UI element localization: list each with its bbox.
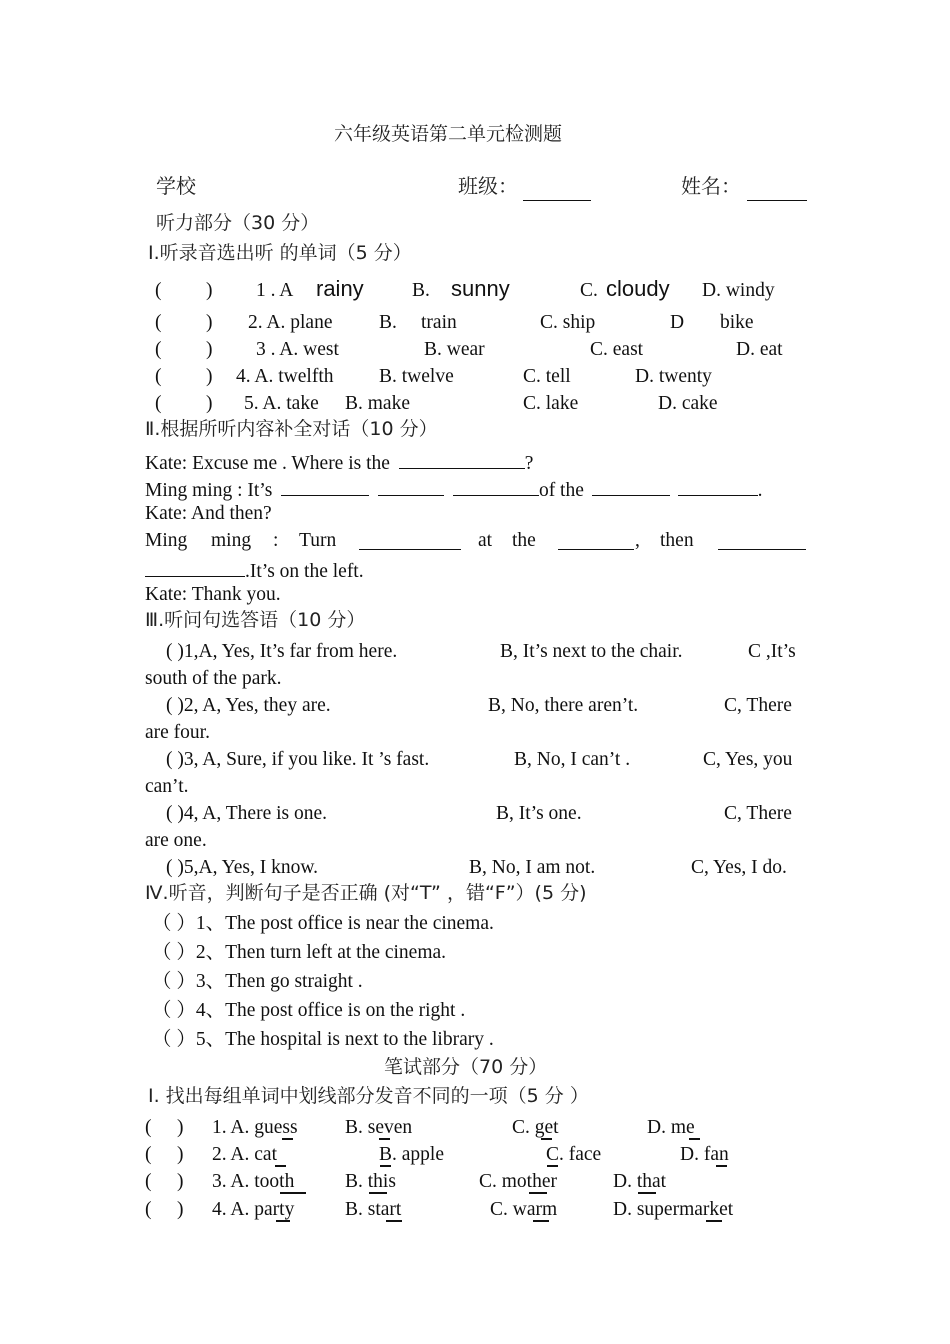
- dialogue-line-5: .It’s on the left.: [145, 558, 364, 582]
- option-c: C. ship: [540, 312, 596, 333]
- underline-mark: [716, 1165, 727, 1167]
- underline-mark: [280, 1192, 306, 1194]
- option-d: D. eat: [736, 339, 783, 360]
- option-b: B. twelve: [379, 366, 454, 387]
- class-field[interactable]: [523, 182, 591, 206]
- answer-blank[interactable]: [558, 531, 634, 555]
- tf-item-4: （ ）4、The post office is on the right .: [152, 1000, 466, 1021]
- underline-mark: [380, 1165, 391, 1167]
- answer-blank[interactable]: [453, 477, 539, 496]
- underline-mark: [386, 1220, 402, 1222]
- answer-blank[interactable]: [399, 450, 525, 469]
- underline-mark: [706, 1220, 722, 1222]
- answer-blank[interactable]: [718, 531, 806, 555]
- school-label: 学校: [156, 174, 196, 198]
- listening-heading: 听力部分（30 分）: [156, 212, 320, 234]
- answer-blank[interactable]: [378, 477, 444, 496]
- option-c: C. lake: [523, 393, 579, 414]
- underline-mark: [547, 1165, 558, 1167]
- option-b: B.: [379, 312, 397, 333]
- option-d: D. windy: [702, 280, 775, 301]
- name-label: 姓名：: [681, 174, 741, 198]
- option-a: 4. A. twelfth: [236, 366, 334, 387]
- option-b: B.: [412, 280, 430, 301]
- option-a-word: rainy: [316, 276, 364, 301]
- open-paren: (: [155, 339, 162, 360]
- underline-mark: [541, 1138, 552, 1140]
- option-c: C.: [580, 280, 598, 301]
- answer-blank[interactable]: [281, 477, 369, 496]
- dialogue-line-3: Kate: And then?: [145, 503, 272, 524]
- option-b: B. make: [345, 393, 410, 414]
- close-paren: ): [206, 339, 213, 360]
- close-paren: ): [206, 312, 213, 333]
- option-c-word: cloudy: [606, 276, 670, 301]
- underline-mark: [276, 1220, 290, 1222]
- option-a: 5. A. take: [244, 393, 319, 414]
- option-c: C. east: [590, 339, 644, 360]
- section-2-heading: Ⅱ.根据所听内容补全对话（10 分）: [145, 418, 438, 440]
- option-a: 3 . A. west: [256, 339, 339, 360]
- answer-blank[interactable]: [359, 531, 461, 555]
- underline-mark: [379, 1138, 390, 1140]
- page-title: 六年级英语第二单元检测题: [334, 123, 563, 145]
- option-b-word: train: [421, 312, 457, 333]
- close-paren: ): [206, 393, 213, 414]
- section-1-heading: Ⅰ.听录音选出听 的单词（5 分）: [148, 242, 412, 264]
- open-paren: (: [155, 393, 162, 414]
- underline-mark: [369, 1192, 387, 1194]
- open-paren: (: [155, 366, 162, 387]
- tf-item-2: （ ）2、Then turn left at the cinema.: [152, 942, 447, 963]
- option-b: B. wear: [424, 339, 485, 360]
- tf-item-3: （ ）3、Then go straight .: [152, 971, 363, 992]
- section-3-heading: Ⅲ.听问句选答语（10 分）: [145, 609, 366, 631]
- answer-blank[interactable]: [678, 477, 758, 496]
- option-b-word: sunny: [451, 276, 510, 301]
- dialogue-line-1: Kate: Excuse me . Where is the ?: [145, 450, 533, 474]
- open-paren: (: [155, 280, 162, 301]
- underline-mark: [282, 1138, 293, 1140]
- option-d-word: bike: [720, 312, 754, 333]
- underline-mark: [689, 1138, 700, 1140]
- option-d: D. twenty: [635, 366, 712, 387]
- dialogue-line-2: Ming ming : It’s of the .: [145, 477, 763, 501]
- tf-item-5: （ ）5、The hospital is next to the library .: [152, 1029, 494, 1050]
- option-d: D. cake: [658, 393, 718, 414]
- option-d: D: [670, 312, 685, 333]
- written-section-1-heading: Ⅰ. 找出每组单词中划线部分发音不同的一项（5 分 ）: [148, 1085, 589, 1107]
- written-heading: 笔试部分（70 分）: [384, 1056, 548, 1078]
- answer-blank[interactable]: [592, 477, 670, 496]
- dialogue-line-6: Kate: Thank you.: [145, 584, 281, 605]
- section-4-heading: Ⅳ.听音，判断句子是否正确 (对“T” ，错“F”）(5 分): [145, 882, 587, 904]
- underline-mark: [533, 1220, 549, 1222]
- underline-mark: [638, 1192, 656, 1194]
- close-paren: ): [206, 366, 213, 387]
- close-paren: ): [206, 280, 213, 301]
- class-label: 班级：: [458, 174, 518, 198]
- option-a: 1 . A: [256, 280, 294, 301]
- answer-blank[interactable]: [145, 558, 245, 577]
- option-a: 2. A. plane: [248, 312, 333, 333]
- tf-item-1: （ ）1、The post office is near the cinema.: [152, 913, 494, 934]
- open-paren: (: [155, 312, 162, 333]
- name-field[interactable]: [747, 182, 807, 206]
- document-page: 六年级英语第二单元检测题 学校 班级： 姓名： 听力部分（30 分） Ⅰ.听录音选出听 的单词（5 分） ( ) 1 . A rainy B. sunny C. cloudy D. windy ( ) 2. A. plane B. train C. ship D bike ( ) 3 . A. west B. wear C. east D. eat ( ) 4. A. twelfth B. twelve C. tell D. twenty ( ) 5. A. take B. make C. lake D. cake Ⅱ.根据所听内容补全对话（10 分） Kate: Excuse me . Where is the ? Ming ming : It’s of the . Kate: And then? Ming ming : Turn at the , then .It’s on the left. Kate: Thank you. Ⅲ.听问句选答语（10 分） ( )1,A, Yes, It’s far from here. B, It’s next to the chair. C ,It’s south of the park. ( )2, A, Yes, they are. B, No, there aren’t. C, There are four. ( )3, A, Sure, if you like. It ’s fast. B, No, I can’t . C, Yes, you can’t. ( )4, A, There is one. B, It’s one. C, There are one. ( )5,A, Yes, I know. B, No, I am not. C, Yes, I do. Ⅳ.听音，判断句子是否正确 (对“T” ，错“F”）(5 分) （ ）1、The post office is near the cinema. （ ）2、Then turn left at the cinema. （ ）3、Then go straight . （ ）4、The post office is on the right . （ ）5、The hospital is next to the library . 笔试部分（70 分） Ⅰ. 找出每组单词中划线部分发音不同的一项（5 分 ） ( ) 1. A. guess B. seven C. get D. me ( ) 2. A. cat B. apple C. face D. fan ( ) 3. A. tooth B. this C. mother D. that ( ) 4. A. party B. start C. warm D. supermarket: [0, 0, 950, 1344]
- option-c: C. tell: [523, 366, 571, 387]
- underline-mark: [275, 1165, 286, 1167]
- underline-mark: [529, 1192, 547, 1194]
